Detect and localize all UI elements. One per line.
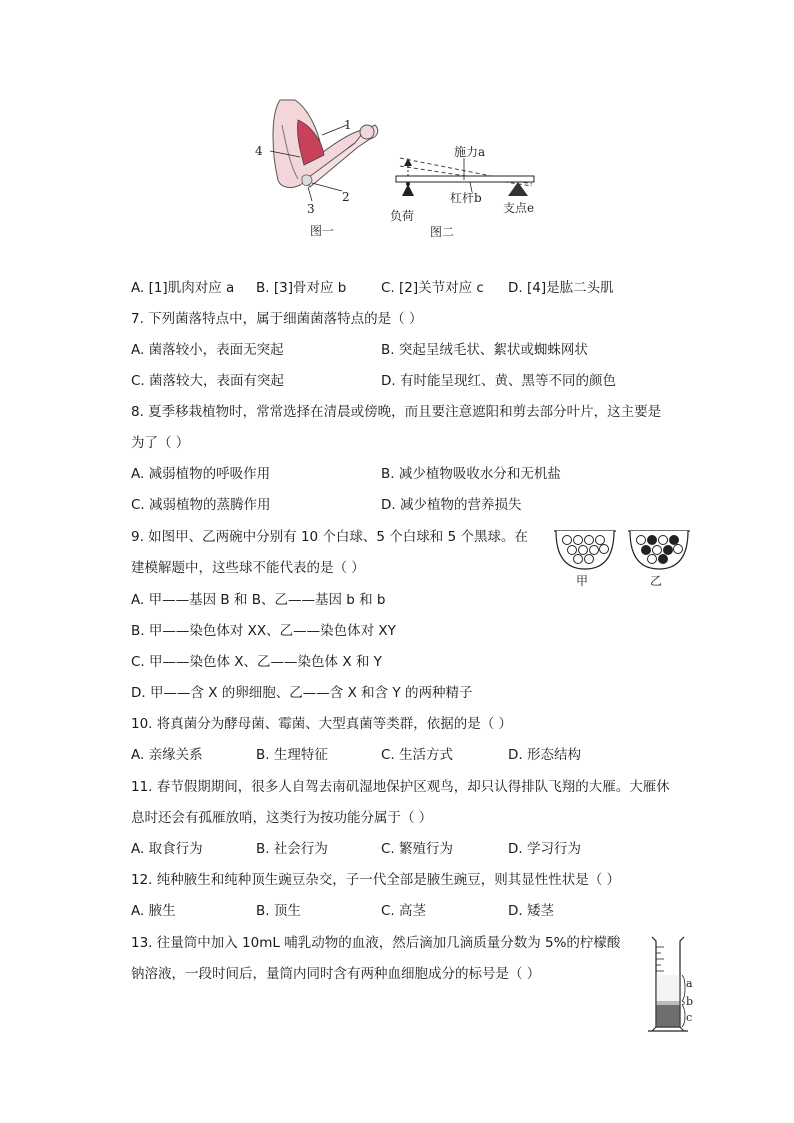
bowl-yi	[628, 531, 690, 569]
figure1-label-4: 4	[255, 144, 263, 158]
q11-option-a[interactable]: A. 取食行为	[131, 841, 203, 857]
fist-shape	[360, 125, 374, 139]
q8-option-c[interactable]: C. 减弱植物的蒸腾作用	[131, 497, 271, 513]
q8-option-b[interactable]: B. 减少植物吸收水分和无机盐	[381, 466, 561, 482]
q12-option-d[interactable]: D. 矮茎	[508, 903, 554, 919]
buffy-coat-layer	[657, 1001, 680, 1005]
q9-option-d[interactable]: D. 甲——含 X 的卵细胞、乙——含 X 和含 Y 的两种精子	[131, 685, 473, 701]
figure2-caption: 图二	[430, 225, 455, 239]
cylinder-label-a: a	[686, 977, 693, 990]
q11-option-d[interactable]: D. 学习行为	[508, 841, 581, 857]
lever-bar	[396, 176, 534, 182]
q13-stem-line2: 钠溶液，一段时间后，量筒内同时含有两种血细胞成分的标号是（ ）	[131, 966, 541, 982]
q8-option-d[interactable]: D. 减少植物的营养损失	[381, 497, 522, 513]
q10-option-d[interactable]: D. 形态结构	[508, 747, 581, 763]
q10-stem: 10. 将真菌分为酵母菌、霉菌、大型真菌等类群，依据的是（ ）	[131, 716, 513, 732]
red-cell-layer	[657, 1005, 680, 1026]
q9-stem-line1: 9. 如图甲、乙两碗中分别有 10 个白球、5 个白球和 5 个黑球。在	[131, 529, 528, 545]
q12-option-c[interactable]: C. 高茎	[381, 903, 427, 919]
q12-option-a[interactable]: A. 腋生	[131, 903, 176, 919]
q9-option-b[interactable]: B. 甲——染色体对 XX、乙——染色体对 XY	[131, 623, 396, 639]
figure1-caption: 图一	[310, 224, 335, 238]
q8-stem-line2: 为了（ ）	[131, 435, 190, 451]
q7-option-a[interactable]: A. 菌落较小，表面无突起	[131, 342, 284, 358]
figure1-label-1: 1	[344, 118, 352, 132]
q6-option-b[interactable]: B. [3]骨对应 b	[256, 280, 347, 296]
q11-option-b[interactable]: B. 社会行为	[256, 841, 328, 857]
load-label: 负荷	[390, 209, 415, 223]
cylinder-label-b: b	[686, 995, 694, 1008]
graduated-cylinder-figure	[644, 935, 700, 1037]
q12-option-b[interactable]: B. 顶生	[256, 903, 301, 919]
q7-option-d[interactable]: D. 有时能呈现红、黄、黑等不同的颜色	[381, 373, 616, 389]
fulcrum-label: 支点e	[503, 201, 535, 215]
q9-option-a[interactable]: A. 甲——基因 B 和 B、乙——基因 b 和 b	[131, 592, 386, 608]
q7-option-c[interactable]: C. 菌落较大，表面有突起	[131, 373, 285, 389]
q9-stem-line2: 建模解题中，这些球不能代表的是（ ）	[131, 560, 365, 576]
q11-stem-line1: 11. 春节假期期间，很多人自驾去南矶湿地保护区观鸟，却只认得排队飞翔的大雁。大雁休	[131, 779, 670, 795]
q11-stem-line2: 息时还会有孤雁放哨，这类行为按功能分属于（ ）	[131, 810, 433, 826]
q10-option-b[interactable]: B. 生理特征	[256, 747, 328, 763]
bowl-label-yi: 乙	[650, 574, 663, 588]
q8-stem-line1: 8. 夏季移栽植物时，常常选择在清晨或傍晚，而且要注意遮阳和剪去部分叶片，这主要是	[131, 404, 662, 420]
elbow-joint	[302, 175, 312, 186]
q6-option-c[interactable]: C. [2]关节对应 c	[381, 280, 484, 296]
bowls-figure	[552, 527, 694, 589]
plasma-layer	[657, 975, 680, 1001]
lever-label: 杠杆b	[450, 191, 482, 205]
q10-option-a[interactable]: A. 亲缘关系	[131, 747, 203, 763]
q10-option-c[interactable]: C. 生活方式	[381, 747, 454, 763]
q6-option-d[interactable]: D. [4]是肱二头肌	[508, 280, 614, 296]
q8-option-a[interactable]: A. 减弱植物的呼吸作用	[131, 466, 271, 482]
q7-stem: 7. 下列菌落特点中，属于细菌菌落特点的是（ ）	[131, 311, 423, 327]
lever-figure	[390, 140, 550, 240]
q7-option-b[interactable]: B. 突起呈绒毛状、絮状或蜘蛛网状	[381, 342, 588, 358]
fulcrum	[508, 182, 528, 196]
figure1-label-2: 2	[342, 190, 350, 204]
figure1-label-3: 3	[307, 202, 315, 216]
q12-stem: 12. 纯种腋生和纯种顶生豌豆杂交，子一代全部是腋生豌豆，则其显性性状是（ ）	[131, 872, 621, 888]
arm-muscle-figure	[250, 95, 390, 240]
bowl-label-jia: 甲	[576, 574, 589, 588]
q6-option-a[interactable]: A. [1]肌肉对应 a	[131, 280, 235, 296]
q11-option-c[interactable]: C. 繁殖行为	[381, 841, 454, 857]
cylinder-label-c: c	[686, 1011, 693, 1024]
bowl-jia	[554, 531, 616, 569]
q9-option-c[interactable]: C. 甲——染色体 X、乙——染色体 X 和 Y	[131, 654, 382, 670]
force-label: 施力a	[454, 145, 486, 159]
q13-stem-line1: 13. 往量筒中加入 10mL 哺乳动物的血液，然后滴加几滴质量分数为 5%的柠檬酸	[131, 935, 621, 951]
